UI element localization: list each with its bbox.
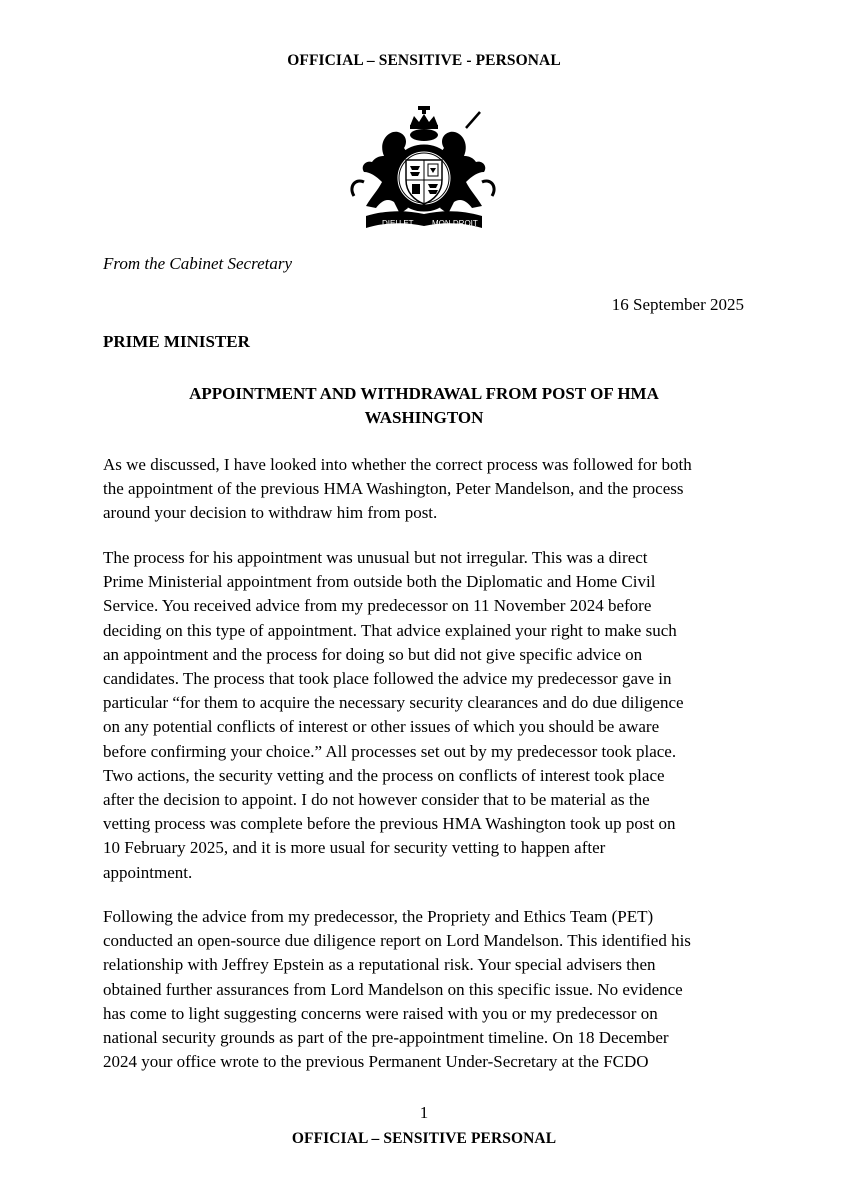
paragraph-line: particular “for them to acquire the necessary security clearances and do due diligence <box>103 693 684 713</box>
paragraph-3 <box>103 905 748 1074</box>
paragraph-line: before confirming your choice.” All processes set out by my predecessor took place. <box>103 741 677 761</box>
paragraph-line: deciding on this type of appointment. That advice explained your right to make such <box>103 620 677 640</box>
subject-line: WASHINGTON <box>364 408 484 427</box>
paragraph-line: As we discussed, I have looked into whether the correct process was followed for both <box>103 455 692 474</box>
paragraph-line: has come to light suggesting concerns were raised with you or my predecessor on <box>103 1003 658 1023</box>
paragraph-line: Service. You received advice from my predecessor on 11 November 2024 before <box>103 596 652 616</box>
paragraph-line: vetting process was complete before the previous HMA Washington took up post on <box>103 814 676 834</box>
letter-from: From the Cabinet Secretary <box>103 254 293 273</box>
motto-left: DIEU ET <box>382 219 414 228</box>
footer-classification: OFFICIAL – SENSITIVE PERSONAL <box>291 1130 557 1147</box>
subject-line: APPOINTMENT AND WITHDRAWAL FROM POST OF HMA <box>189 384 659 403</box>
paragraph-line: Prime Ministerial appointment from outside both the Diplomatic and Home Civil <box>103 572 656 592</box>
paragraph-line: around your decision to withdraw him from post. <box>103 503 438 523</box>
paragraph-line: conducted an open-source due diligence report on Lord Mandelson. This identified his <box>103 931 691 951</box>
paragraph-line: obtained further assurances from Lord Mandelson on this specific issue. No evidence <box>103 979 683 999</box>
paragraph-line: appointment. <box>103 862 193 882</box>
paragraph-line: candidates. The process that took place followed the advice my predecessor gave in <box>103 669 672 689</box>
paragraph-1 <box>103 453 748 526</box>
paragraph-line: the appointment of the previous HMA Washington, Peter Mandelson, and the process <box>103 479 684 499</box>
paragraph-line: 10 February 2025, and it is more usual for security vetting to happen after <box>103 838 606 858</box>
paragraph-line: The process for his appointment was unusual but not irregular. This was a direct <box>103 548 648 567</box>
paragraph-line: on any potential conflicts of interest or other issues of which you should be aware <box>103 717 660 737</box>
paragraph-line: Two actions, the security vetting and the process on conflicts of interest took place <box>103 765 665 785</box>
letter-subject <box>103 382 745 430</box>
paragraph-line: 2024 your office wrote to the previous Permanent Under-Secretary at the FCDO <box>103 1052 649 1072</box>
paragraph-line: an appointment and the process for doing so but did not give specific advice on <box>103 644 643 664</box>
paragraph-line: after the decision to appoint. I do not however consider that to be material as the <box>103 790 650 810</box>
motto-right: MON DROIT <box>432 219 478 228</box>
letter-addressee: PRIME MINISTER <box>103 332 250 351</box>
paragraph-line: national security grounds as part of the pre-appointment timeline. On 18 December <box>103 1028 669 1048</box>
paragraph-2 <box>103 546 748 885</box>
page-number: 1 <box>419 1103 429 1122</box>
header-classification: OFFICIAL – SENSITIVE - PERSONAL <box>287 52 561 69</box>
royal-coat-of-arms-icon <box>346 104 502 234</box>
paragraph-line: relationship with Jeffrey Epstein as a reputational risk. Your special advisers then <box>103 955 656 975</box>
letter-date: 16 September 2025 <box>611 295 744 314</box>
paragraph-line: Following the advice from my predecessor, the Propriety and Ethics Team (PET) <box>103 907 654 926</box>
